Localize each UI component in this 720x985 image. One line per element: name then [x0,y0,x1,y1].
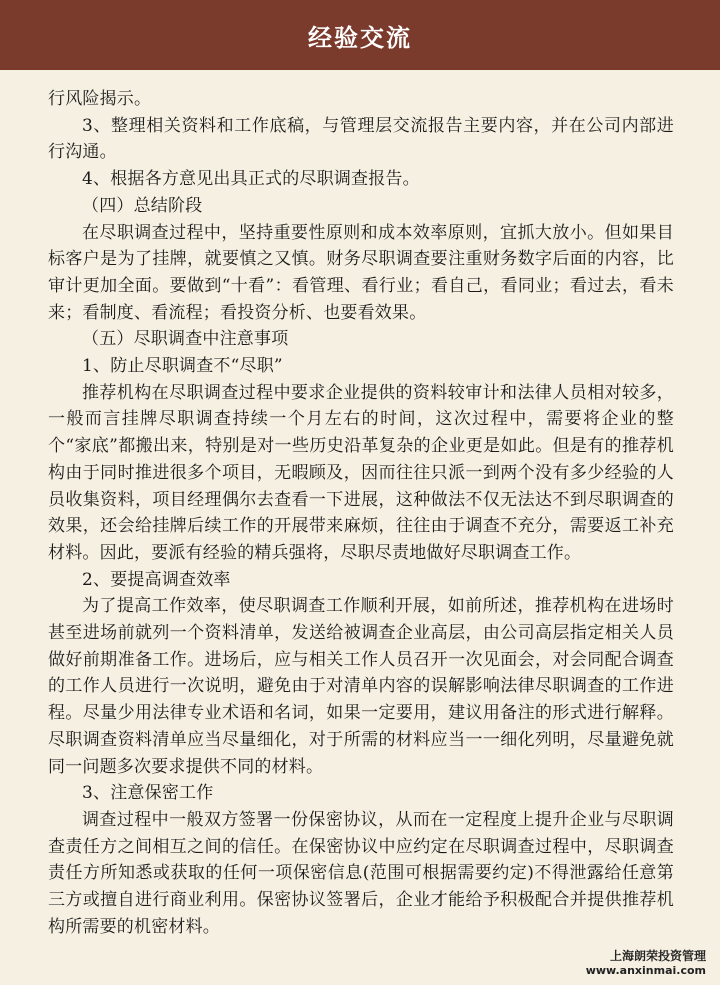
paragraph: 在尽职调查过程中，坚持重要性原则和成本效率原则，宜抓大放小。但如果目标客户是为了挂牌，就要慎之又慎。财务尽职调查要注重财务数字后面的内容，比审计更加全面。要做到“十看”：看管理、看行业；看自己，看同业；看过去，看未来；看制度、看流程；看投资分析、也要看效果。 [48,222,674,323]
section-heading: （四）总结阶段 [82,195,203,216]
footer-url: www.anxinmai.com [585,964,706,977]
article-body [48,86,674,941]
paragraph: 调查过程中一般双方签署一份保密协议，从而在一定程度上提升企业与尽职调查责任方之间相互之间的信任。在保密协议中应约定在尽职调查过程中，尽职调查责任方所知悉或获取的任何一项保密信息(范围可根据需要约定)不得泄露给任意第三方或擅自进行商业利用。保密协议签署后，企业才能给予积极配合并提供推荐机构所需要的机密材料。 [48,809,674,937]
paragraph: 3、整理相关资料和工作底稿，与管理层交流报告主要内容，并在公司内部进行沟通。 [48,115,674,163]
subsection-heading: 1、防止尽职调查不“尽职” [82,356,283,377]
paragraph: 行风险揭示。 [48,89,152,109]
paragraph: 推荐机构在尽职调查过程中要求企业提供的资料较审计和法律人员相对较多，一般而言挂牌尽职调查持续一个月左右的时间，这次过程中，需要将企业的整个“家底”都搬出来，特别是对一些历史沿革复杂的企业更是如此。但是有的推荐机构由于同时推进很多个项目，无暇顾及，因而往往只派一到两个没有多少经验的人员收集资料，项目经理偶尔去查看一下进展，这种做法不仅无法达不到尽职调查的效果，还会给挂牌后续工作的开展带来麻烦，往往由于调查不充分，需要返工补充材料。因此，要派有经验的精兵强将，尽职尽责地做好尽职调查工作。 [48,382,674,563]
subsection-heading: 2、要提高调查效率 [82,569,231,590]
section-heading: （五）尽职调查中注意事项 [82,329,289,350]
header-bar [0,0,720,70]
paragraph: 为了提高工作效率，使尽职调查工作顺利开展，如前所述，推荐机构在进场时甚至进场前就列一个资料清单，发送给被调查企业高层，由公司高层指定相关人员做好前期准备工作。进场后，应与相关工作人员召开一次见面会，对会同配合调查的工作人员进行一次说明，避免由于对清单内容的误解影响法律尽职调查的工作进程。尽量少用法律专业术语和名词，如果一定要用，建议用备注的形式进行解释。尽职调查资料清单应当尽量细化，对于所需的材料应当一一细化列明，尽量避免就同一问题多次要求提供不同的材料。 [48,596,674,777]
footer-brand: 上海朗荣投资管理 [609,949,706,963]
paragraph: 4、根据各方意见出具正式的尽职调查报告。 [82,169,420,190]
subsection-heading: 3、注意保密工作 [82,783,214,804]
page-title: 经验交流 [308,23,412,52]
footer-watermark [586,947,706,977]
